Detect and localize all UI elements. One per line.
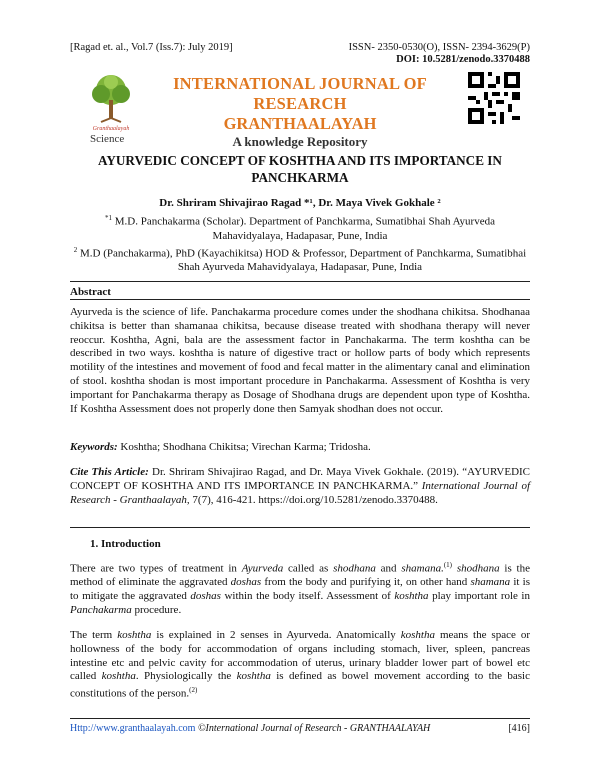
journal-logo-tree <box>85 72 137 132</box>
reference-1: (1) <box>443 561 453 569</box>
keywords-label: Keywords: <box>70 441 118 453</box>
affiliations <box>70 211 530 274</box>
qr-code <box>468 72 520 124</box>
category-label: Science <box>90 133 125 145</box>
intro-paragraph-1: There are two types of treatment in Ayurveda called as shodhana and shamana.$^{(1)}$ shodhana is the method of eliminate the aggravated doshas from the body and purifying it, on other hand shamana it is to mitigate the aggravated doshas within the body itself. Assessment of koshtha play important role in Panchakarma procedure. <box>70 561 530 617</box>
journal-tagline: A knowledge Repository <box>232 134 368 149</box>
reference-2: (2) <box>189 686 198 695</box>
divider-footer <box>70 718 530 719</box>
issn-text: ISSN- 2350-0530(O), ISSN- 2394-3629(P) <box>348 42 530 53</box>
doi-text: DOI: 10.5281/zenodo.3370488 <box>396 54 530 65</box>
journal-masthead <box>140 74 460 150</box>
intro-paragraph-2: The term koshtha is explained in 2 senses in Ayurveda. Anatomically koshtha means the space or hollowness of the body for accommodation of organs including stomach, liver, spleen, pancreas intestine etc and pelvic cavity for accommodation of uterus, urinary bladder lower part of bowel etc called koshtha. Physiologically the koshtha is defined as bowel movement according to the basic constitutions of the person.$^{(2)}$ <box>70 629 531 700</box>
article-title: AYURVEDIC CONCEPT OF KOSHTHA AND ITS IMPORTANCE IN PANCHKARMA <box>98 153 502 185</box>
running-header-citation: [Ragad et. al., Vol.7 (Iss.7): July 2019] <box>70 42 233 53</box>
citation-block <box>70 466 530 507</box>
cite-tail: 7(7), 416-421. https://doi.org/10.5281/zenodo.3370488. <box>192 493 438 506</box>
keywords-text: Koshtha; Shodhana Chikitsa; Virechan Karma; Tridosha. <box>120 441 371 453</box>
abstract-body: Ayurveda is the science of life. Panchakarma procedure comes under the shodhana chikitsa. Shodhanaa chikitsa is better than shamanaa chikitsa, because disease treated with shodhana therapy will never reoccur. Koshtha, Agni, bala are the assessment factor in Panchakarma. The term koshtha can be described in two ways. koshtha is nature of digestive tract or hollow parts of body which represents motility of the intestines and movement of food and fecal matter in the alimentary canal and elimination of stool. koshtha shodan is most important procedure in Panchakarma. Assessment of Koshtha is very important for Panchakarma therapy as Dosage of Shodhana drugs are dependent upon type of Koshtha. If Koshtha Assessment does not properly done then Samyak shodhan does not occur. <box>70 306 530 415</box>
page-footer <box>70 723 530 734</box>
divider-top <box>70 281 530 282</box>
author-list: Dr. Shriram Shivajirao Ragad *¹, Dr. Maya Vivek Gokhale ² <box>159 197 441 209</box>
journal-name-line1: INTERNATIONAL JOURNAL OF RESEARCH <box>173 74 427 113</box>
divider-abstract <box>70 299 530 300</box>
affiliation-2: $^2$ M.D (Panchakarma), PhD (Kayachikitsa) HOD & Professor, Department of Panchkarma, Sumatibhai Shah Ayurveda Mahavidyalaya, Hadapasar, Pune, India <box>73 245 527 274</box>
running-header-issn-doi <box>349 42 530 66</box>
affiliation-1: $^{*1}$ M.D. Panchakarma (Scholar). Department of Panchkarma, Sumatibhai Shah Ayurveda Mahavidyalaya, Hadapasar, Pune, India <box>105 214 495 242</box>
journal-website-link[interactable]: Http://www.granthaalayah.com <box>70 723 196 734</box>
footer-copyright: ©International Journal of Research - GRANTHAALAYAH <box>195 723 431 734</box>
page-number: [416] <box>508 723 530 734</box>
logo-caption: Granthaalayah <box>92 126 130 132</box>
cite-label: Cite This Article: <box>70 466 149 478</box>
abstract-heading: Abstract <box>70 286 111 298</box>
cite-journal: International Journal of Research - Granthaalayah, <box>70 479 531 506</box>
cite-text: Dr. Shriram Shivajirao Ragad, and Dr. Maya Vivek Gokhale. (2019). “AYURVEDIC CONCEPT OF KOSHTHA AND ITS IMPORTANCE IN PANCHKARMA.” <box>70 466 531 492</box>
keywords <box>70 441 530 453</box>
divider-bottom <box>70 527 530 528</box>
journal-name-line2: GRANTHAALAYAH <box>223 114 377 133</box>
section-heading-introduction: 1. Introduction <box>90 538 161 550</box>
